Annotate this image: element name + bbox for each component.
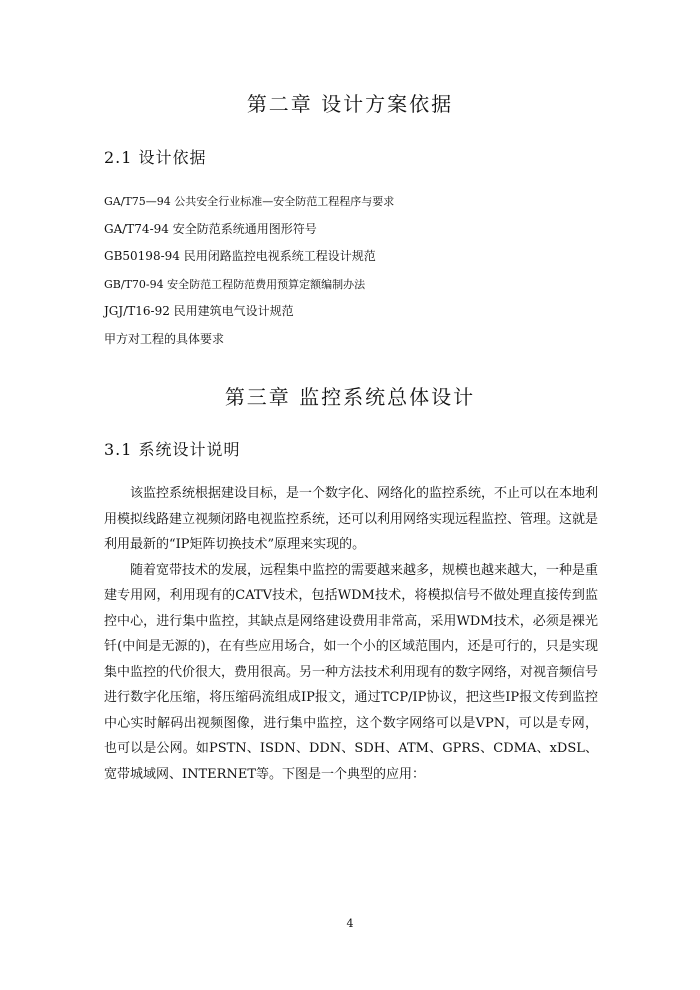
page-number: 4 bbox=[346, 917, 354, 930]
reference-item: GA/T75—94 公共安全行业标准—安全防范工程程序与要求 bbox=[104, 195, 395, 208]
chapter-2-title: 第二章 设计方案依据 bbox=[246, 92, 454, 116]
reference-item: GB/T70-94 安全防范工程防范费用预算定额编制办法 bbox=[104, 277, 366, 291]
section-3-1-heading: 3.1 系统设计说明 bbox=[104, 440, 241, 459]
chapter-3-title: 第三章 监控系统总体设计 bbox=[224, 385, 476, 409]
reference-item: GB50198-94 民用闭路监控电视系统工程设计规范 bbox=[104, 249, 376, 263]
section-2-1-heading: 2.1 设计依据 bbox=[104, 148, 207, 167]
paragraph: 随着宽带技术的发展，远程集中监控的需要越来越多，规模也越来越大，一种是重建专用网，利用现有的CATV技术，包括WDM技术，将模拟信号不做处理直接传到监控中心，进行集中监控，其缺点是网络建设费用非常高，采用WDM技术，必须是裸光钎(中间是无源的)，在有些应用场合，如一个小的区域范围内，还是可行的，只是实现集中监控的代价很大，费用很高。另一种方法技术利用现有的数字网络，对视音频信号进行数字化压缩，将压缩码流组成IP报文，通过TCP/IP协议，把这些IP报文传到监控中心实时解码出视频图像，进行集中监控，这个数字网络可以是VPN，可以是专网，也可以是公网。如PSTN、ISDN、DDN、SDH、ATM、GPRS、CDMA、xDSL、宽带城域网、INTERNET等。下图是一个典型的应用： bbox=[104, 562, 599, 782]
reference-item: GA/T74-94 安全防范系统通用图形符号 bbox=[104, 221, 317, 236]
design-basis-list bbox=[104, 188, 394, 353]
paragraph: 该监控系统根据建设目标，是一个数字化、网络化的监控系统，不止可以在本地利用模拟线路建立视频闭路电视监控系统，还可以利用网络实现远程监控、管理。这就是利用最新的“IP矩阵切换技术”原理来实现的。 bbox=[104, 486, 599, 552]
reference-item: 甲方对工程的具体要求 bbox=[104, 331, 225, 346]
system-design-description bbox=[104, 481, 598, 787]
reference-item: JGJ/T16-92 民用建筑电气设计规范 bbox=[104, 304, 294, 318]
